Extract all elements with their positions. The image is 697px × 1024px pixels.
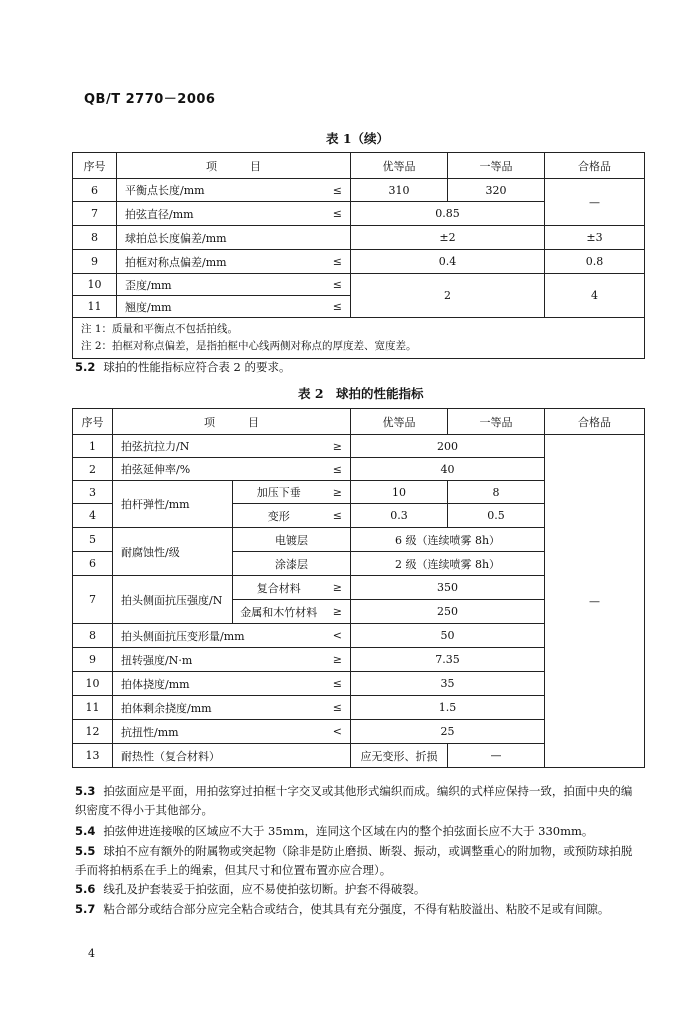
row-number: 11 [73,296,117,318]
sub-item: 变形 [233,504,325,528]
clause-text: 球拍不应有额外的附属物或突起物（除非是防止磨损、断裂、振动，或调整重心的附加物，或预防球拍脱手而将拍柄系在手上的绳索，但其尺寸和位置布置亦应合理）。 [75,844,633,877]
row-number: 3 [73,481,113,504]
clause-text: 拍弦面应是平面，用拍弦穿过拍框十字交叉或其他形式编织而成。编织的式样应保持一致，拍面中央的编织密度不得小于其他部分。 [75,784,633,817]
col-header-no: 序号 [73,153,117,179]
col-header-qualified: 合格品 [545,409,645,435]
row-number: 9 [73,250,117,274]
col-header-qualified: 合格品 [545,153,645,179]
value-superior-first: 2 级（连续喷雾 8h） [351,552,545,576]
col-header-first: 一等品 [448,409,545,435]
sub-item: 复合材料 [233,576,325,600]
clause-text: 拍弦伸进连接喉的区域应不大于 35mm，连同这个区域在内的整个拍弦面长应不大于 330mm。 [103,824,594,838]
row-number: 12 [73,720,113,744]
item-name: 球拍总长度偏差/mm [117,226,317,250]
comparison-symbol: ≥ [325,481,351,504]
clause-text: 粘合部分或结合部分应完全粘合或结合，使其具有充分强度，不得有粘胶溢出、粘胶不足或有间隙。 [103,902,610,916]
comparison-symbol: ≤ [317,250,351,274]
item-name: 拍弦抗拉力/N [113,435,325,458]
value-first: 320 [448,179,545,202]
clause-text: 线孔及护套装妥于拍弦面，应不易使拍弦切断。护套不得破裂。 [103,882,426,896]
col-header-superior: 优等品 [351,153,448,179]
comparison-symbol: ≤ [317,274,351,296]
value-superior-first: 0.4 [351,250,545,274]
value-superior-first: 6 级（连续喷雾 8h） [351,528,545,552]
note-1: 注 1：质量和平衡点不包括拍线。 [81,323,239,335]
table1 [72,152,645,359]
item-name: 平衡点长度/mm [117,179,317,202]
comparison-symbol: ≤ [325,504,351,528]
value-superior: 应无变形、折损 [351,744,448,768]
clause-5-3 [75,782,635,820]
comparison-symbol: ≥ [325,600,351,624]
col-header-first: 一等品 [448,153,545,179]
value-superior-first: 1.5 [351,696,545,720]
item-name: 翘度/mm [117,296,317,318]
value-superior-first: 2 [351,274,545,318]
value-superior-first: 250 [351,600,545,624]
row-number: 7 [73,202,117,226]
item-name: 拍杆弹性/mm [113,481,233,528]
comparison-symbol: ≤ [317,179,351,202]
value-superior-first: 35 [351,672,545,696]
row-number: 10 [73,274,117,296]
item-name: 拍头侧面抗压强度/N [113,576,233,624]
clause-text: 球拍的性能指标应符合表 2 的要求。 [103,360,291,374]
col-header-superior: 优等品 [351,409,448,435]
comparison-symbol [317,226,351,250]
standard-code: QB/T 2770－2006 [84,92,216,107]
comparison-symbol: ≥ [325,648,351,672]
value-first: 0.5 [448,504,545,528]
table-row [73,435,645,458]
table1-header-row [73,153,645,179]
table-row [73,274,645,296]
table-row [73,179,645,202]
comparison-symbol: ≤ [325,458,351,481]
table2-caption: 表 2 球拍的性能指标 [298,386,424,401]
item-name: 拍弦延伸率/% [113,458,325,481]
row-number: 4 [73,504,113,528]
value-superior-first: 40 [351,458,545,481]
row-number: 11 [73,696,113,720]
table-row [73,250,645,274]
value-first: — [448,744,545,768]
value-superior-first: 7.35 [351,648,545,672]
item-name: 拍框对称点偏差/mm [117,250,317,274]
value-superior-first: 0.85 [351,202,545,226]
item-name: 拍头侧面抗压变形量/mm [113,624,325,648]
clause-5-2 [75,358,635,377]
item-name: 拍体剩余挠度/mm [113,696,325,720]
row-number: 5 [73,528,113,552]
col-header-item: 项 目 [113,409,351,435]
value-superior-first: 350 [351,576,545,600]
value-qualified: ±3 [545,226,645,250]
table2-header-row [73,409,645,435]
value-superior-first: 25 [351,720,545,744]
comparison-symbol: < [325,624,351,648]
sub-item: 加压下垂 [233,481,325,504]
row-number: 10 [73,672,113,696]
note-2: 注 2：拍框对称点偏差，是指拍框中心线两侧对称点的厚度差、宽度差。 [81,340,417,352]
sub-item: 电镀层 [233,528,351,552]
table1-notes-row [73,318,645,359]
comparison-symbol: ≥ [325,435,351,458]
clause-5-6 [75,880,635,899]
clause-number: 5.2 [75,360,96,374]
row-number: 1 [73,435,113,458]
clause-number: 5.7 [75,902,96,916]
row-number: 7 [73,576,113,624]
row-number: 13 [73,744,113,768]
item-name: 耐腐蚀性/级 [113,528,233,576]
sub-item: 涂漆层 [233,552,351,576]
clause-number: 5.3 [75,784,96,798]
clause-5-4 [75,822,635,841]
row-number: 9 [73,648,113,672]
row-number: 6 [73,552,113,576]
comparison-symbol: ≤ [325,672,351,696]
row-number: 2 [73,458,113,481]
comparison-symbol: ≤ [317,202,351,226]
row-number: 8 [73,624,113,648]
value-qualified: 0.8 [545,250,645,274]
value-superior-first: 200 [351,435,545,458]
sub-item: 金属和木竹材料 [233,600,325,624]
table2 [72,408,645,768]
clause-5-7 [75,900,635,919]
clause-number: 5.5 [75,844,96,858]
comparison-symbol: ≤ [325,696,351,720]
value-first: 8 [448,481,545,504]
col-header-no: 序号 [73,409,113,435]
comparison-symbol: ≥ [325,576,351,600]
clause-number: 5.4 [75,824,96,838]
value-qualified: 4 [545,274,645,318]
value-superior: 310 [351,179,448,202]
item-name: 歪度/mm [117,274,317,296]
row-number: 6 [73,179,117,202]
value-superior: 10 [351,481,448,504]
item-name: 扭转强度/N·m [113,648,325,672]
item-name: 拍弦直径/mm [117,202,317,226]
value-qualified: — [545,179,645,226]
col-header-item: 项 目 [117,153,351,179]
value-qualified: — [545,435,645,768]
table1-notes [73,318,645,359]
item-name: 抗扭性/mm [113,720,325,744]
clause-number: 5.6 [75,882,96,896]
comparison-symbol: < [325,720,351,744]
value-superior: 0.3 [351,504,448,528]
table-row [73,226,645,250]
value-superior-first: 50 [351,624,545,648]
item-name: 拍体挠度/mm [113,672,325,696]
page-number: 4 [88,947,95,960]
comparison-symbol: ≤ [317,296,351,318]
value-superior-first: ±2 [351,226,545,250]
row-number: 8 [73,226,117,250]
item-name: 耐热性（复合材料） [113,744,351,768]
clause-5-5 [75,842,635,880]
table1-caption: 表 1（续） [326,131,390,146]
